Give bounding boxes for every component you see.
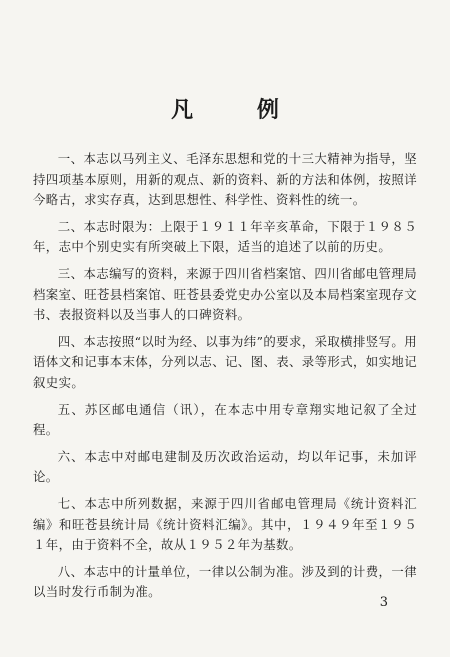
paragraph-2: 二、本志时限为：上限于１９１１年辛亥革命，下限于１９８５年，志中个别史实有所突破上下限，适当的追述了以前的历史。	[33, 218, 417, 255]
page-title: 凡 例	[171, 97, 307, 123]
body-text	[33, 149, 417, 609]
paragraph-4: 四、本志按照“以时为经、以事为纬”的要求，采取横排竖写。用语体文和记事本末体，分列以志、记、图、表、录等形式，如实地记叙史实。	[33, 333, 417, 390]
paragraph-7: 七、本志中所列数据，来源于四川省邮电管理局《统计资料汇编》和旺苍县统计局《统计资料汇编》。其中，１９４９年至１９５１年，由于资料不全，故从１９５２年为基数。	[33, 495, 417, 553]
paragraph-5: 五、苏区邮电通信（讯），在本志中用专章翔实地记叙了全过程。	[33, 401, 417, 438]
paragraph-8: 八、本志中的计量单位，一律以公制为准。涉及到的计费，一律以当时发行币制为准。	[33, 563, 417, 600]
paragraph-1: 一、本志以马列主义、毛泽东思想和党的十三大精神为指导，坚持四项基本原则，用新的观点、新的资料、新的方法和体例，按照详今略古，求实存真，达到思想性、科学性、资料性的统一。	[33, 151, 417, 208]
paragraph-3: 三、本志编写的资料，来源于四川省档案馆、四川省邮电管理局档案室、旺苍县档案馆、旺苍县委党史办公室以及本局档案室现存文书、表报资料以及当事人的口碑资料。	[33, 265, 417, 323]
page-number: 3	[379, 595, 388, 610]
paragraph-6: 六、本志中对邮电建制及历次政治运动，均以年记事，未加评论。	[33, 448, 417, 485]
